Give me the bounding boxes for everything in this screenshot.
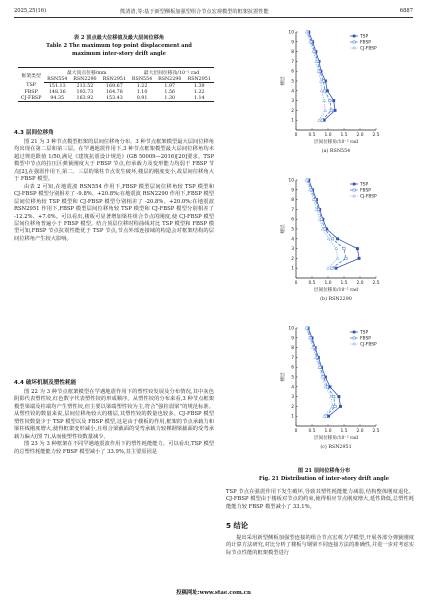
legend-marker bbox=[353, 183, 355, 185]
y-tick-label: 1 bbox=[291, 266, 294, 272]
wave-name: RSN2290 bbox=[70, 76, 99, 83]
cell: 1.22 bbox=[193, 89, 205, 95]
y-tick-label: 8 bbox=[291, 346, 294, 352]
y-tick-label: 1 bbox=[291, 118, 294, 124]
data-point bbox=[336, 238, 338, 240]
data-point bbox=[326, 90, 328, 92]
legend-label: CJ-FBSP bbox=[360, 342, 377, 348]
legend-marker bbox=[353, 343, 356, 346]
drift-chart-a-svg bbox=[226, 26, 422, 168]
legend-label: FBSP bbox=[360, 188, 371, 194]
data-point bbox=[319, 79, 322, 82]
drift-chart-b-svg bbox=[226, 174, 422, 316]
cell: 1.56 bbox=[164, 89, 176, 95]
data-point bbox=[336, 257, 339, 260]
y-tick-label: 3 bbox=[291, 247, 294, 253]
conclusion-text bbox=[226, 535, 414, 557]
y-tick-label: 7 bbox=[291, 59, 294, 65]
y-tick-label: 5 bbox=[291, 375, 294, 381]
data-point bbox=[334, 405, 336, 407]
cell: 151.13 bbox=[48, 83, 66, 89]
table-caption-en-1: Table 2 The maximum top point displacement and bbox=[46, 43, 192, 49]
y-tick-label: 1 bbox=[291, 414, 294, 420]
x-tick-label: 0 bbox=[294, 133, 298, 138]
cell: 94.35 bbox=[44, 95, 70, 102]
data-point bbox=[329, 386, 331, 388]
x-tick-label: 2.0 bbox=[356, 429, 364, 434]
y-tick-label: 4 bbox=[291, 89, 294, 95]
y-tick-label: 4 bbox=[291, 237, 294, 243]
cell: 164.78 bbox=[105, 89, 123, 95]
y-tick-label: 5 bbox=[291, 79, 294, 85]
data-point bbox=[331, 238, 333, 240]
x-tick-label: 0 bbox=[294, 429, 298, 434]
data-point bbox=[338, 395, 340, 397]
figure-caption-en: Fig. 21 Distribution of inter-story drift angle bbox=[258, 476, 390, 482]
row-label: CJ-FBSP bbox=[18, 95, 44, 102]
y-tick-label: 3 bbox=[291, 99, 294, 105]
x-tick-label: 1.0 bbox=[324, 429, 332, 434]
x-tick-label: 1.5 bbox=[340, 133, 348, 138]
legend-marker bbox=[353, 35, 355, 37]
wave-name: RSN2951 bbox=[184, 76, 214, 83]
data-point bbox=[324, 90, 326, 92]
y-tick-label: 7 bbox=[291, 207, 294, 213]
y-tick-label: 2 bbox=[291, 404, 294, 410]
table-caption-cn: 表 2 顶点最大位移值及最大层间位移角 bbox=[73, 35, 165, 41]
page-number: 6887 bbox=[399, 8, 413, 14]
data-point bbox=[327, 237, 330, 240]
wave-name: RSN554 bbox=[129, 76, 155, 83]
x-tick-label: 1.0 bbox=[324, 281, 332, 286]
data-point bbox=[339, 405, 341, 407]
y-tick-label: 5 bbox=[291, 227, 294, 233]
series-line-fbsp bbox=[307, 328, 335, 416]
y-tick-label: 4 bbox=[291, 385, 294, 391]
y-axis-label: 楼层 bbox=[281, 224, 286, 234]
y-tick-label: 9 bbox=[291, 336, 294, 342]
y-axis-label: 楼层 bbox=[281, 372, 286, 382]
paragraph: 由表 2 可知,在地震波 RSN554 作用下,FBSP 模型层间位移角较 TSP 模型和 CJ-FBSP 模型分别相差了 -9.8%、+20.8%;在地震波 RSN2290 作用下,FBSP 模型层间位移角较 TSP 模型和 CJ-FBSP 模型分别相差了 -20.8%、+20.0%;在地震波 RSN2951 作用下,FBSP 模型层间位移角较 TSP 模型和 CJ-FBSP 模型分别相差了 -12.2%、+7.0%。可以看出,楼板可显著增加梁柱组合节点的刚度,使 CJ-FBSP 模型层间位移角普遍小于 FBSP 模型。结合顶层位移时程曲线对比 TSP 模型和 FBSP 模型可知,FBSP 节点抗震性能优于 TSP 节点,节点外部连接域的构造会对框架结构的层间位移角产生较大影响。 bbox=[14, 183, 214, 242]
legend-label: CJ-FBSP bbox=[360, 194, 377, 200]
y-tick-label: 2 bbox=[291, 256, 294, 262]
drift-chart-c-svg bbox=[226, 322, 422, 464]
y-tick-label: 2 bbox=[291, 108, 294, 114]
cell: 1.14 bbox=[184, 95, 214, 102]
y-tick-label: 9 bbox=[291, 40, 294, 46]
row-label: FBSP bbox=[24, 89, 38, 95]
x-tick-label: 2.5 bbox=[372, 429, 380, 434]
y-tick-label: 7 bbox=[291, 355, 294, 361]
section-heading-5: 5 结论 bbox=[226, 521, 248, 530]
cell: 1.39 bbox=[193, 83, 205, 89]
data-point bbox=[343, 247, 345, 249]
x-tick-label: 0.5 bbox=[308, 133, 316, 138]
data-point bbox=[333, 395, 335, 397]
table-row bbox=[18, 95, 214, 102]
data-point bbox=[329, 99, 331, 101]
data-point bbox=[358, 257, 360, 259]
chart-caption: (c) RSN2951 bbox=[320, 445, 352, 450]
x-axis-label: 层间位移角/10⁻² rad bbox=[314, 288, 358, 293]
series-line-tsp bbox=[309, 180, 359, 268]
legend-marker bbox=[353, 195, 356, 198]
data-point bbox=[345, 257, 347, 259]
y-tick-label: 6 bbox=[291, 69, 294, 75]
y-tick-label: 3 bbox=[291, 395, 294, 401]
data-point bbox=[333, 99, 335, 101]
series-line-cj-fbsp bbox=[306, 180, 337, 268]
data-point bbox=[327, 415, 329, 417]
data-point bbox=[331, 405, 334, 408]
series-line-fbsp bbox=[308, 180, 346, 268]
legend-label: TSP bbox=[360, 330, 369, 336]
chart-caption: (a) RSN554 bbox=[321, 149, 351, 154]
legend-marker bbox=[353, 41, 355, 43]
data-point bbox=[322, 80, 324, 82]
y-axis-label: 楼层 bbox=[281, 76, 286, 86]
section-4-3-body bbox=[14, 139, 214, 243]
cell: 1.10 bbox=[136, 89, 148, 95]
y-tick-label: 10 bbox=[288, 178, 294, 184]
x-tick-label: 2.5 bbox=[372, 133, 380, 138]
legend-label: TSP bbox=[360, 34, 369, 40]
data-point bbox=[327, 267, 330, 270]
chart-caption: (b) RSN2290 bbox=[320, 297, 352, 302]
legend-marker bbox=[353, 47, 356, 50]
cell: 1.97 bbox=[164, 83, 176, 89]
x-tick-label: 0.5 bbox=[308, 281, 316, 286]
header-rule bbox=[14, 17, 413, 18]
paragraph: 图 23 为 3 种框架在不同罕遇地震波作用下的塑性耗能能力。可以看出,TSP 模型的总塑性耗能能力较 FBSP 模型减小了 33.9%,其主要原因是 bbox=[14, 441, 214, 455]
running-header-title: 熊清清,等:基于新型侧板加强型组合节点宏观模型的框架抗震性能 bbox=[120, 9, 269, 15]
figure-caption-cn: 图 21 层间位移角分布 bbox=[297, 468, 351, 474]
data-point bbox=[321, 119, 323, 121]
chart-b bbox=[226, 174, 422, 316]
y-tick-label: 6 bbox=[291, 365, 294, 371]
x-tick-label: 2.5 bbox=[372, 281, 380, 286]
x-axis-label: 层间位移角/10⁻² rad bbox=[314, 140, 358, 145]
data-point bbox=[320, 89, 323, 92]
x-tick-label: 0 bbox=[294, 281, 298, 286]
series-line-cj-fbsp bbox=[306, 328, 332, 416]
y-tick-label: 10 bbox=[288, 30, 294, 36]
col-header-model: 框架类型 bbox=[18, 68, 44, 83]
wave-name: RSN2290 bbox=[155, 76, 184, 83]
cell: 193.73 bbox=[76, 89, 94, 95]
legend-label: CJ-FBSP bbox=[360, 46, 377, 52]
row-label: TSP bbox=[26, 83, 36, 89]
table-caption-en-2: maximum inter-story drift angle bbox=[72, 51, 166, 57]
data-point bbox=[335, 267, 337, 269]
section-4-4-body bbox=[14, 389, 214, 456]
x-tick-label: 0.5 bbox=[308, 429, 316, 434]
y-tick-label: 9 bbox=[291, 188, 294, 194]
y-tick-label: 8 bbox=[291, 198, 294, 204]
right-column-text bbox=[226, 489, 414, 511]
section-heading-4-3: 4.3 层间位移角 bbox=[14, 130, 54, 136]
legend-label: TSP bbox=[360, 182, 369, 188]
drift-table bbox=[18, 67, 214, 102]
footer-url: 投稿网址:www.stae.com.cn bbox=[176, 590, 251, 596]
cell: 0.91 bbox=[129, 95, 155, 102]
series-line-cj-fbsp bbox=[307, 32, 326, 120]
y-tick-label: 10 bbox=[288, 326, 294, 332]
col-header-drift: 最大层间位移角/10⁻² rad bbox=[129, 68, 214, 77]
series-line-tsp bbox=[308, 328, 340, 416]
cell: 148.36 bbox=[48, 89, 66, 95]
col-header-disp: 最大顶点位移/mm bbox=[44, 68, 129, 77]
chart-a bbox=[226, 26, 422, 168]
cell: 213.52 bbox=[76, 83, 94, 89]
data-point bbox=[356, 247, 358, 249]
legend-label: FBSP bbox=[360, 336, 371, 342]
x-tick-label: 1.5 bbox=[340, 429, 348, 434]
cell: 1.30 bbox=[155, 95, 184, 102]
x-axis-label: 层间位移角/10⁻² rad bbox=[314, 436, 358, 441]
legend-label: FBSP bbox=[360, 40, 371, 46]
paragraph: 图 22 为 3 种节点框架模型在罕遇地震作用下的塑性铰发展及分布情况,其中灰色阴影代表塑性铰,红色数字代表塑性铰的形成顺序。从塑性铰的分布来看,3 种节点框架模型梁端及柱端均产生塑性铰,但主要以梁端塑性铰为主,符合“强柱弱梁”的规范标准。从塑性铰的数量来说,层间位移角较大的楼层,其塑性铰的数量也较多。CJ-FBSP 模型塑性铰数量少于 TSP 模型以及 FBSP 模型,这是由于楼板的作用,框架的节点承载力和梁柱线刚度增大,使得框架变形减小,且组合梁截面的受弯承载力较裸钢梁截面的受弯承载力偏大(图 7),从而使塑性铰数量减少。 bbox=[14, 389, 214, 440]
legend-marker bbox=[353, 331, 355, 333]
x-tick-label: 1.5 bbox=[340, 281, 348, 286]
data-point bbox=[334, 109, 336, 111]
y-tick-label: 6 bbox=[291, 217, 294, 223]
data-point bbox=[323, 99, 326, 102]
wave-name: RSN2951 bbox=[100, 76, 129, 83]
data-point bbox=[318, 119, 321, 122]
data-point bbox=[331, 267, 333, 269]
chart-c bbox=[226, 322, 422, 464]
legend-marker bbox=[353, 337, 355, 339]
y-tick-label: 8 bbox=[291, 50, 294, 56]
data-point bbox=[324, 109, 327, 112]
data-point bbox=[330, 109, 332, 111]
paragraph: TSP 节点在强震作用下发生破坏,导致其塑性耗能能力减弱,结构整体刚度退化。CJ-FBSP 模型由于楼板对节点的约束,使得相应节点刚度增大,延性降低,总塑性耗能能力较 FBSP 模型减小了 33.1%。 bbox=[226, 489, 414, 510]
paragraph: 图 21 为 3 种节点模型框架的层间位移角分布。3 种节点框架模型最大层间位移角均出现在第二层和第三层。在罕遇地震作用下,3 种节点框架模型最大层间位移角均未超过规范限值 1/50,满足《建筑抗震设计规范》(GB 50009—2016)[20]要求。TSP 模型中节点的拉压区弹簧刚度大于 FBSP 节点,但承载力及变形能力均弱于 FBSP 节点[2],在强震作用下,第二、三层的梁柱节点发生破坏,楼层的刚度变小,故层间位移角大于 FBSP 模型。 bbox=[14, 139, 214, 183]
paragraph: 提出采用新型侧板加强型连接的组合节点宏观力学模型,开展各部分弹簧刚度的计算方法研究,对比分析了楼板与钢梁不同连接方法的准确性,并进一步对考虑实际节点性能的框架模型进行 bbox=[226, 535, 414, 556]
section-heading-4-4: 4.4 破坏机制及塑性耗能 bbox=[14, 380, 77, 386]
wave-name: RSN554 bbox=[44, 76, 70, 83]
x-tick-label: 2.0 bbox=[356, 281, 364, 286]
x-tick-label: 2.0 bbox=[356, 133, 364, 138]
running-header-volume: 2025,25(16) bbox=[14, 8, 47, 14]
x-tick-label: 1.0 bbox=[324, 133, 332, 138]
cell: 163.92 bbox=[70, 95, 99, 102]
legend-marker bbox=[353, 189, 355, 191]
cell: 153.43 bbox=[100, 95, 129, 102]
cell: 169.67 bbox=[105, 83, 123, 89]
cell: 1.22 bbox=[136, 83, 148, 89]
